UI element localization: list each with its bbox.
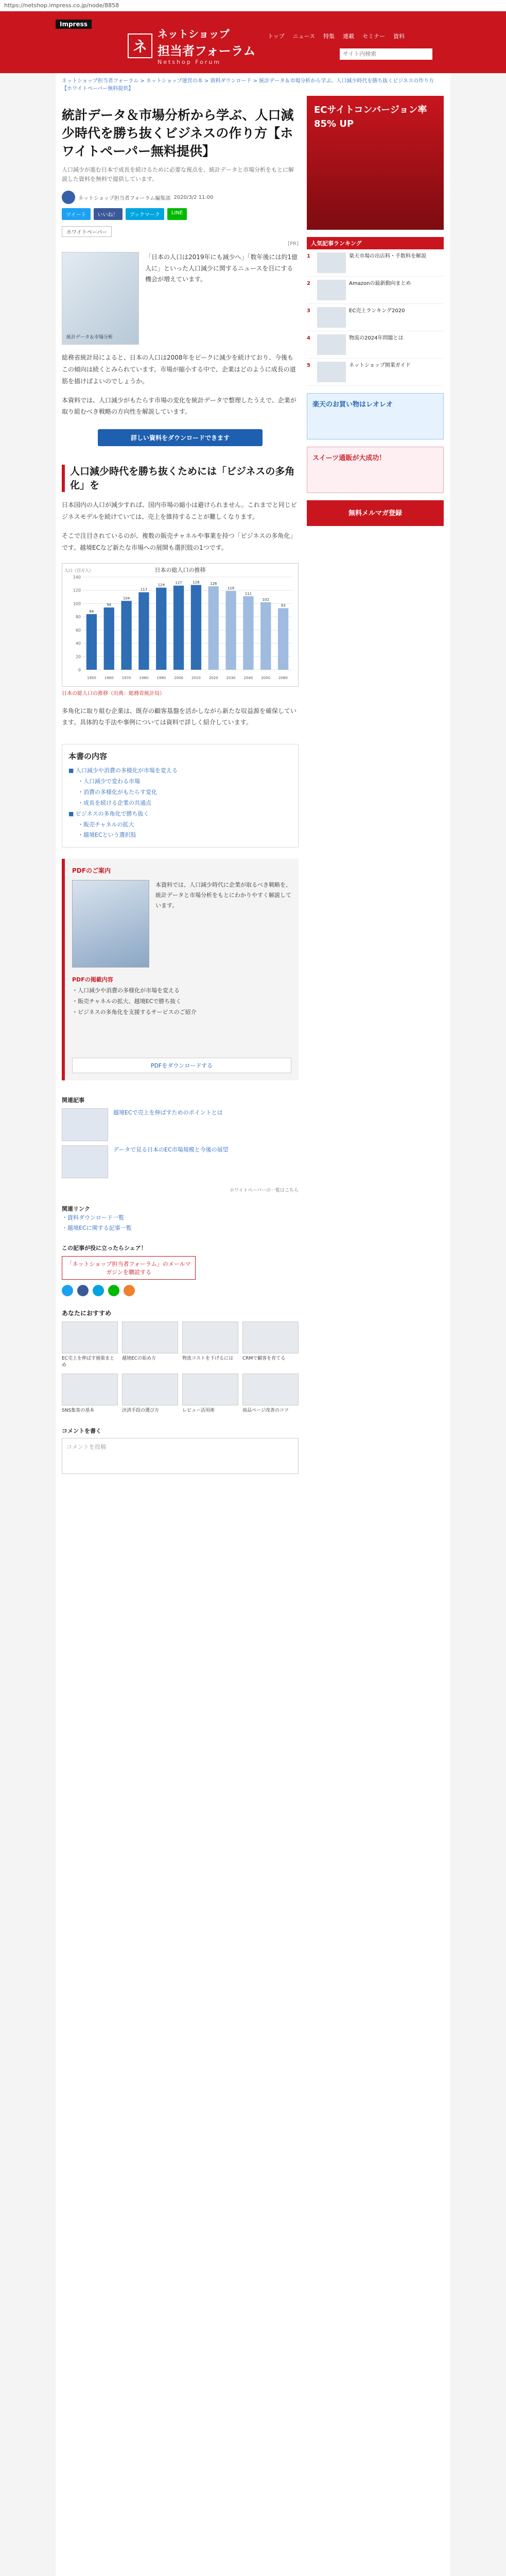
cover-caption: 統計データ＆市場分析 <box>66 335 113 341</box>
recommend-card[interactable] <box>182 1321 238 1369</box>
related-link[interactable]: データで見る日本のEC市場規模と今後の展望 <box>113 1146 229 1154</box>
logo-line-1: ネットショップ <box>158 28 230 40</box>
sidebar <box>307 96 444 533</box>
search-input[interactable] <box>340 48 432 60</box>
ranking-title[interactable]: 物流の2024年問題とは <box>349 335 404 341</box>
nav-item[interactable]: 資料 <box>393 33 405 40</box>
ranking-title[interactable]: ネットショップ開業ガイド <box>349 363 411 368</box>
page-title: 統計データ＆市場分析から学ぶ、人口減少時代を勝ち抜くビジネスの作り方【ホワイトペーパー無料提供】 <box>62 108 294 159</box>
share-box <box>62 1244 299 1296</box>
pdf-point: ・人口減少や消費の多様化が市場を変える <box>72 987 180 994</box>
top-strip <box>0 11 506 16</box>
newsletter-signup-button[interactable]: 無料メルマガ登録 <box>307 500 444 526</box>
toc-item[interactable]: ・人口減少で変わる市場 <box>78 778 140 785</box>
toc-list <box>68 766 292 841</box>
chart-data-label: 94 <box>107 602 112 607</box>
author-avatar <box>62 191 75 204</box>
ranking-number: 5 <box>307 363 310 368</box>
toc-item[interactable]: ■ ビジネスの多角化で勝ち抜く <box>68 810 149 817</box>
intro-block <box>62 252 299 345</box>
chart-bar <box>191 585 201 670</box>
nav-item[interactable]: トップ <box>268 33 285 40</box>
share-box-heading: この記事が役に立ったらシェア！ <box>62 1244 147 1251</box>
chart-xtick: 2010 <box>191 675 201 680</box>
related-item[interactable] <box>62 1145 299 1178</box>
ranking-thumbnail[interactable] <box>317 280 346 300</box>
chart-data-label: 111 <box>245 591 252 596</box>
chart-svg <box>62 564 298 686</box>
ranking-title[interactable]: EC売上ランキング2020 <box>349 308 405 314</box>
chart-bar <box>243 596 253 670</box>
chart-ylabel: 人口（百万人） <box>64 568 93 573</box>
sidebar-ad-banner[interactable]: ECサイトコンバージョン率 85% UP <box>307 96 444 230</box>
rss-icon[interactable] <box>124 1285 135 1296</box>
related-item[interactable] <box>62 1108 299 1141</box>
related-links <box>62 1213 299 1233</box>
category-tag[interactable]: ホワイトペーパー <box>62 226 112 237</box>
main-column <box>62 96 299 1474</box>
ranking-number: 1 <box>307 253 310 259</box>
recommend-title[interactable]: SNS集客の基本 <box>62 1408 95 1413</box>
chart-data-label: 104 <box>123 596 130 600</box>
ranking-number: 2 <box>307 281 310 286</box>
chart-ytick: 80 <box>75 614 81 619</box>
pdf-point: ・ビジネスの多角化を支援するサービスのご紹介 <box>72 1009 197 1016</box>
chart-xtick: 2030 <box>226 675 236 680</box>
author-name[interactable]: ネットショップ担当者フォーラム編集部 <box>78 195 171 201</box>
pdf-download-button[interactable]: PDFをダウンロードする <box>72 1058 291 1073</box>
related-link[interactable]: 越境ECで売上を伸ばすためのポイントとは <box>113 1109 223 1116</box>
site-header <box>0 16 506 73</box>
chart-ytick: 140 <box>73 574 81 580</box>
related-heading: 関連記事 <box>62 1097 84 1104</box>
chart-data-label: 93 <box>281 603 286 607</box>
recommend-thumbnail[interactable] <box>182 1374 238 1405</box>
nav-item[interactable]: 連載 <box>343 33 355 40</box>
url-bar[interactable]: https://netshop.impress.co.jp/node/8858 <box>0 0 506 11</box>
related-links-item[interactable]: ・越境ECに関する記事一覧 <box>62 1225 132 1232</box>
chart-caption: 日本の総人口の推移（出典：総務省統計局） <box>62 690 165 697</box>
chart-bar <box>225 591 236 670</box>
recommend-title[interactable]: 決済手段の選び方 <box>122 1408 160 1413</box>
ranking-item[interactable] <box>307 304 444 331</box>
paragraph: そこで注目されているのが、複数の販売チャネルや事業を持つ「ビジネスの多角化」です。越境ECなど新たな市場への展開も選択肢の1つです。 <box>62 532 296 551</box>
section-heading: 人口減少時代を勝ち抜くためには「ビジネスの多角化」を <box>62 465 299 492</box>
chart-bar <box>173 585 184 669</box>
ranking-thumbnail[interactable] <box>317 362 346 382</box>
recommend-title[interactable]: レビュー活用術 <box>182 1408 215 1413</box>
recommend-card[interactable] <box>122 1321 178 1369</box>
like-button[interactable]: いいね！ <box>94 208 123 220</box>
chart-ytick: 20 <box>75 654 81 659</box>
ranking-number: 3 <box>307 308 310 314</box>
recommend-thumbnail[interactable] <box>242 1374 299 1405</box>
ranking-box <box>307 237 444 386</box>
chart-bar <box>138 592 149 669</box>
chart-data-label: 119 <box>227 586 235 590</box>
chart-bar <box>156 587 166 669</box>
recommend-title[interactable]: 越境ECの始め方 <box>122 1355 156 1361</box>
logo-line-2: 担当者フォーラム <box>158 44 256 58</box>
ranking-title[interactable]: 楽天市場の出店料・手数料を解説 <box>349 253 426 259</box>
hatena-icon[interactable] <box>93 1285 104 1296</box>
chart-data-label: 102 <box>262 597 269 602</box>
chart-bar <box>121 601 131 670</box>
recommend-grid <box>62 1321 299 1415</box>
chart-xtick: 2040 <box>243 675 253 680</box>
pdf-card-title: PDFのご案内 <box>72 867 111 875</box>
nav-item[interactable]: ニュース <box>292 33 316 40</box>
recommend-card[interactable] <box>62 1321 118 1369</box>
ranking-title: 人気記事ランキング <box>307 237 444 249</box>
pdf-card <box>62 859 299 1080</box>
chart-bar <box>86 614 97 670</box>
recommend-heading: あなたにおすすめ <box>62 1309 112 1317</box>
chart-data-label: 117 <box>140 587 148 592</box>
recommend-thumbnail[interactable] <box>62 1321 118 1353</box>
recommend-card[interactable] <box>182 1374 238 1415</box>
chart-ytick: 120 <box>73 588 81 593</box>
table-of-contents <box>62 744 299 848</box>
chart-title: 日本の総人口の推移 <box>154 566 206 573</box>
chart-data-label: 84 <box>89 609 94 614</box>
chart-bar <box>104 607 114 670</box>
intro-text: 「日本の人口は2019年にも減少へ」「数年後には約1億人に」といった人口減少に関するニュースを目にする機会が増えています。 <box>145 253 298 283</box>
header-nav <box>268 32 405 40</box>
publish-date: 2020/3/2 11:00 <box>173 194 214 200</box>
chart-data-label: 127 <box>175 581 182 585</box>
chart-bar <box>208 586 219 670</box>
chart-xtick: 2060 <box>278 675 288 680</box>
pdf-point: ・販売チャネルの拡大、越境ECで勝ち抜く <box>72 998 182 1005</box>
ranking-item[interactable] <box>307 359 444 386</box>
recommend-thumbnail[interactable] <box>122 1374 178 1405</box>
toc-title: 本書の内容 <box>68 752 108 761</box>
chart-ytick: 40 <box>75 641 81 646</box>
nav-item[interactable]: セミナー <box>362 33 386 40</box>
logo-icon: ネ <box>128 33 152 58</box>
page-container <box>56 73 450 2576</box>
breadcrumb[interactable]: ネットショップ担当者フォーラム > ネットショップ運営の本 > 資料ダウンロード > 統計データ＆市場分析から学ぶ、人口減少時代を勝ち抜くビジネスの作り方【ホワイトペーパー無料提供】 <box>62 78 434 92</box>
paragraph: 本資料では、人口減少がもたらす市場の変化を統計データで整理したうえで、企業が取り組むべき戦略の方向性を解説しています。 <box>62 396 296 416</box>
bookmark-button[interactable]: ブックマーク <box>126 208 164 220</box>
population-chart <box>62 563 299 687</box>
sidebar-ad-banner[interactable]: 楽天のお買い物はレオレオ <box>307 393 444 439</box>
twitter-icon[interactable] <box>62 1285 73 1296</box>
recommend-thumbnail[interactable] <box>62 1374 118 1405</box>
recommend-thumbnail[interactable] <box>122 1321 178 1353</box>
comment-heading: コメントを書く <box>62 1428 101 1435</box>
article-lead: 人口減少が進む日本で成長を続けるために必要な視点を、統計データと市場分析をもとに解説した資料を無料で提供しています。 <box>62 166 294 182</box>
ranking-thumbnail[interactable] <box>317 307 346 328</box>
logo-line-3: Netshop Forum <box>158 59 221 65</box>
ranking-item[interactable] <box>307 331 444 359</box>
chart-ytick: 60 <box>75 628 81 633</box>
share-buttons <box>62 208 299 220</box>
chart-xtick: 1980 <box>139 675 149 680</box>
impress-badge[interactable]: Impress <box>56 20 92 29</box>
chart-bar <box>278 608 288 670</box>
chart-ytick: 100 <box>73 601 81 606</box>
recommend-card[interactable] <box>242 1374 299 1415</box>
ranking-item[interactable] <box>307 277 444 304</box>
whitepaper-list-link[interactable]: ホワイトペーパーの一覧はこちら <box>229 1188 299 1194</box>
sidebar-ad-banner[interactable]: スイーツ通販が大成功！ <box>307 447 444 493</box>
comment-input[interactable]: コメントを投稿 <box>62 1438 299 1474</box>
pdf-description: 本資料では、人口減少時代に企業が取るべき戦略を、統計データと市場分析をもとにわかりやすく解説しています。 <box>155 882 291 909</box>
ranking-thumbnail[interactable] <box>317 252 346 273</box>
facebook-icon[interactable] <box>77 1285 89 1296</box>
related-links-heading: 関連リンク <box>62 1206 90 1213</box>
chart-data-label: 124 <box>158 583 165 587</box>
nav-item[interactable]: 特集 <box>323 33 335 40</box>
pdf-points-title: PDFの掲載内容 <box>72 976 113 984</box>
paragraph: 多角化に取り組む企業は、既存の顧客基盤を活かしながら新たな収益源を確保しています。具体的な手法や事例については資料で詳しく紹介しています。 <box>62 707 297 726</box>
related-links-item[interactable]: ・資料ダウンロード一覧 <box>62 1214 124 1222</box>
chart-xtick: 2020 <box>208 675 218 680</box>
paragraph: 日本国内の人口が減少すれば、国内市場の縮小は避けられません。これまでと同じビジネスモデルを続けていては、売上を維持することが難しくなります。 <box>62 501 297 521</box>
ranking-number: 4 <box>307 335 310 341</box>
recommend-title[interactable]: 物流コストを下げるには <box>182 1355 234 1361</box>
toc-item[interactable]: ・越境ECという選択肢 <box>78 832 136 839</box>
chart-xtick: 2050 <box>261 675 271 680</box>
social-icons <box>62 1285 299 1296</box>
chart-xtick: 1970 <box>121 675 131 680</box>
newsletter-link[interactable]: 「ネットショップ担当者フォーラム」のメールマガジンを購読する <box>62 1256 196 1280</box>
recommend-title[interactable]: EC売上を伸ばす施策まとめ <box>62 1355 114 1368</box>
chart-data-label: 128 <box>193 580 200 584</box>
related-thumbnail[interactable] <box>62 1145 108 1178</box>
paragraph: 総務省統計局によると、日本の人口は2008年をピークに減少を続けており、今後もこの傾向は続くとみられています。市場が縮小する中で、企業はどのように成長の道筋を描けばよいのでしょうか。 <box>62 354 296 385</box>
recommend-title[interactable]: CRMで顧客を育てる <box>242 1355 286 1361</box>
whitepaper-cover-image <box>62 252 139 345</box>
byline <box>62 191 299 204</box>
ranking-title[interactable]: Amazonの最新動向まとめ <box>349 281 411 286</box>
site-logo[interactable] <box>128 26 256 65</box>
line-button[interactable]: LINE <box>167 208 187 220</box>
recommend-card[interactable] <box>242 1321 299 1369</box>
chart-xtick: 1990 <box>156 675 166 680</box>
pdf-points <box>72 975 291 1018</box>
recommend-thumbnail[interactable] <box>182 1321 238 1353</box>
recommend-title[interactable]: 商品ページ改善のコツ <box>242 1408 289 1413</box>
toc-item[interactable]: ・成長を続ける企業の共通点 <box>78 799 151 806</box>
toc-item[interactable]: ・消費の多様化がもたらす変化 <box>78 788 157 795</box>
pdf-cover-image[interactable] <box>72 880 149 968</box>
ranking-list <box>307 249 444 386</box>
tweet-button[interactable]: ツイート <box>62 208 91 220</box>
pr-label: [PR] <box>288 241 299 247</box>
recommend-card[interactable] <box>122 1374 178 1415</box>
chart-xtick: 1960 <box>104 675 114 680</box>
chart-xtick: 1950 <box>87 675 96 680</box>
ranking-item[interactable] <box>307 249 444 277</box>
chart-bar <box>260 602 271 669</box>
toc-item[interactable]: ■ 人口減少や消費の多様化が市場を変える <box>68 767 178 774</box>
ranking-thumbnail[interactable] <box>317 334 346 355</box>
toc-item[interactable]: ・販売チャネルの拡大 <box>78 821 134 828</box>
related-thumbnail[interactable] <box>62 1108 108 1141</box>
recommend-thumbnail[interactable] <box>242 1321 299 1353</box>
chart-data-label: 126 <box>210 581 217 586</box>
line-icon[interactable] <box>108 1285 119 1296</box>
download-button[interactable]: 詳しい資料をダウンロードできます <box>98 429 263 446</box>
recommend-card[interactable] <box>62 1374 118 1415</box>
chart-xtick: 2000 <box>174 675 183 680</box>
chart-ytick: 0 <box>78 667 81 672</box>
